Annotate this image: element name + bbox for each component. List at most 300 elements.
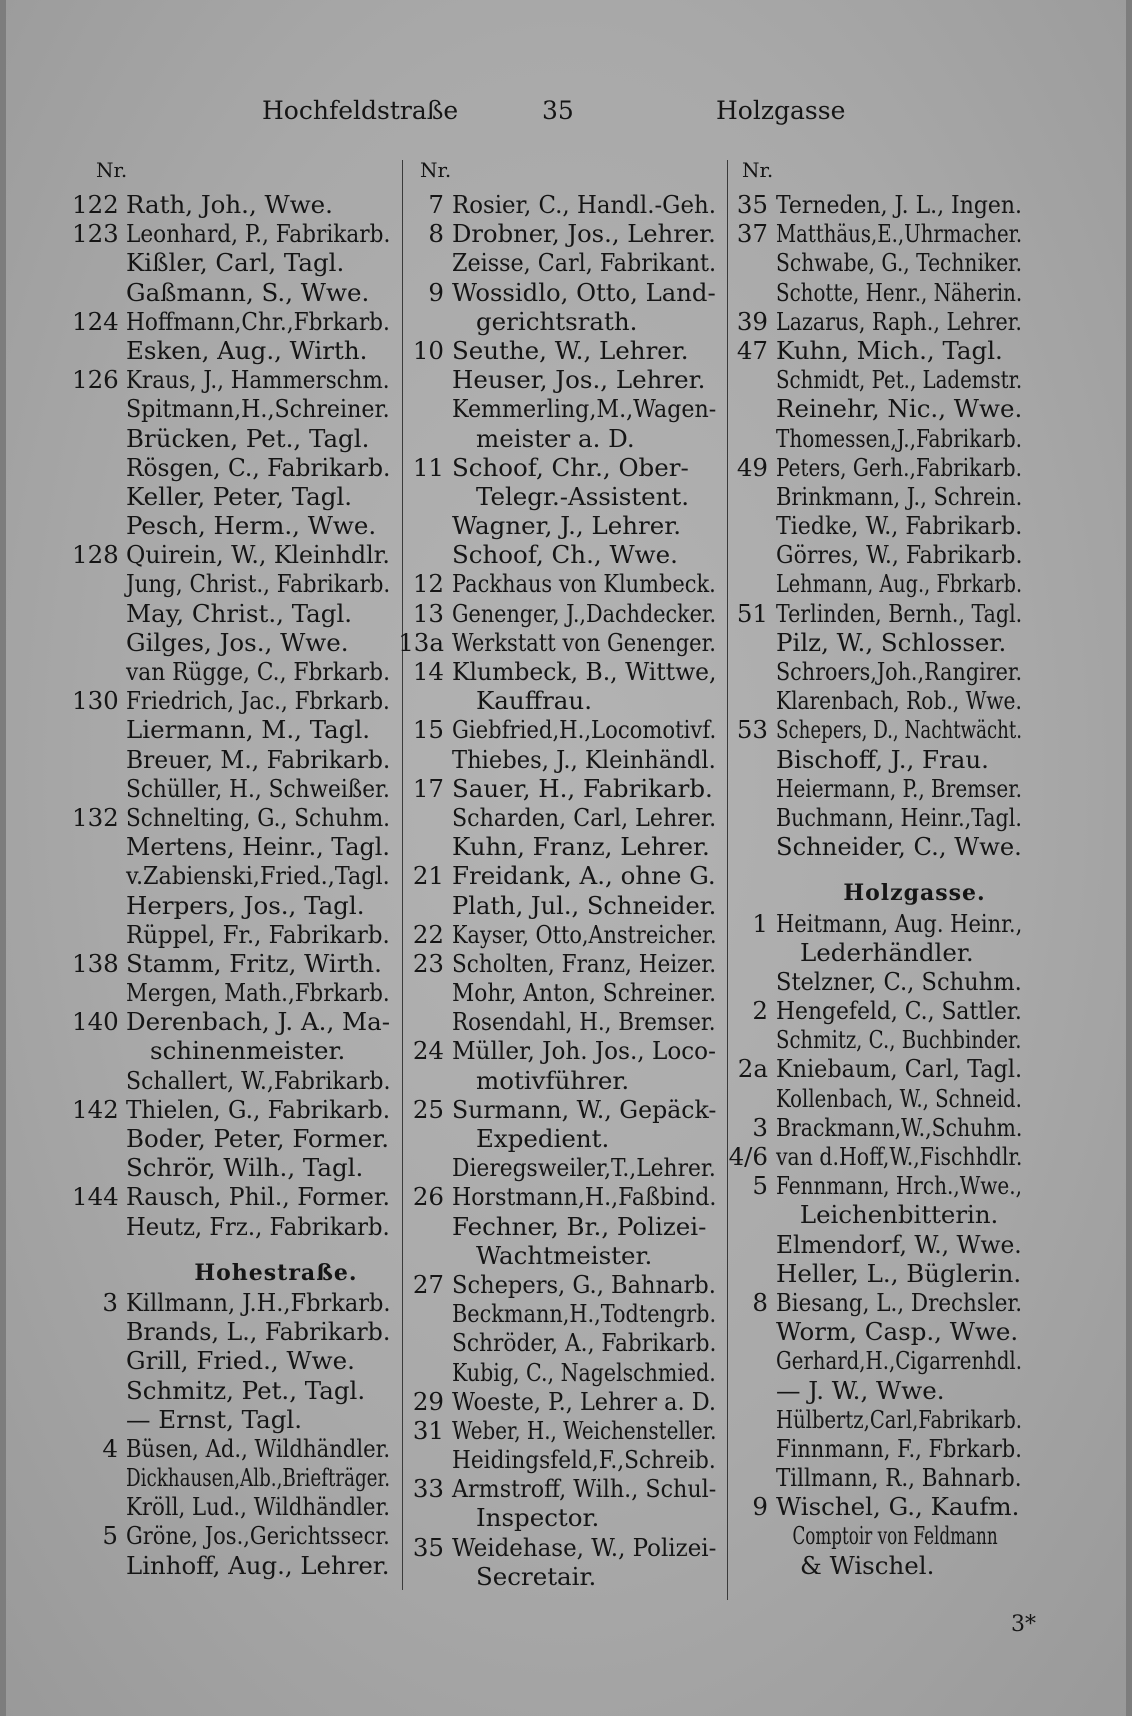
resident-entry: Schoof, Chr., Ober- <box>452 452 689 482</box>
house-number <box>722 278 776 307</box>
directory-entry <box>722 365 1107 394</box>
house-number <box>72 861 126 890</box>
directory-entry <box>722 745 1107 774</box>
directory-entry <box>722 657 1107 686</box>
resident-entry: Hülbertz,Carl,Fabrikarb. <box>776 1404 1023 1434</box>
directory-entry <box>722 599 1107 628</box>
directory-entry <box>722 996 1107 1025</box>
house-number <box>722 482 776 511</box>
house-number <box>398 1328 452 1357</box>
resident-entry: Matthäus,E.,Uhrmacher. <box>776 219 1023 249</box>
resident-entry: Gaßmann, S., Wwe. <box>126 277 370 307</box>
resident-entry: Heiermann, P., Bremser. <box>776 773 1023 803</box>
house-number <box>398 1066 452 1095</box>
house-number: 39 <box>736 306 768 336</box>
resident-entry: May, Christ., Tagl. <box>126 598 353 628</box>
resident-entry: Kauffrau. <box>476 686 592 716</box>
house-number: 8 <box>752 1287 768 1317</box>
resident-entry: Schrör, Wilh., Tagl. <box>126 1153 364 1183</box>
house-number: 13a <box>398 627 444 657</box>
house-number: 14 <box>412 657 444 686</box>
house-number: 12 <box>412 569 444 599</box>
resident-entry: van d.Hoff,W.,Fischhdlr. <box>776 1142 1023 1171</box>
resident-entry: Boder, Peter, Former. <box>126 1124 390 1153</box>
resident-entry: Inspector. <box>476 1503 600 1533</box>
resident-entry: Packhaus von Klumbeck. <box>452 569 716 599</box>
resident-entry: Thielen, G., Fabrikarb. <box>126 1094 391 1124</box>
page-number: 35 <box>542 96 574 125</box>
resident-entry: Mohr, Anton, Schreiner. <box>452 978 717 1008</box>
resident-entry: Linhoff, Aug., Lehrer. <box>126 1550 390 1580</box>
resident-entry: Müller, Joh. Jos., Loco- <box>452 1036 716 1066</box>
resident-entry: Expedient. <box>476 1124 610 1153</box>
directory-entry <box>722 1142 1107 1171</box>
resident-entry: Scholten, Franz, Heizer. <box>452 948 717 978</box>
resident-entry: Schmitz, Pet., Tagl. <box>126 1375 366 1405</box>
house-number <box>722 1521 776 1550</box>
resident-entry: Sauer, H., Fabrikarb. <box>452 773 713 803</box>
house-number <box>72 1376 126 1405</box>
house-number: 5 <box>102 1521 118 1551</box>
directory-entry <box>722 1346 1107 1375</box>
resident-entry: Hengefeld, C., Sattler. <box>776 996 1022 1026</box>
house-number <box>398 745 452 774</box>
resident-entry: Wischel, G., Kaufm. <box>776 1492 1020 1522</box>
resident-entry: Zeisse, Carl, Fabrikant. <box>452 248 717 278</box>
resident-entry: Buchmann, Heinr.,Tagl. <box>776 802 1022 832</box>
house-number: 7 <box>428 190 444 219</box>
resident-entry: Fechner, Br., Polizei- <box>452 1211 707 1241</box>
house-number <box>72 1346 126 1375</box>
house-number <box>72 511 126 540</box>
house-number: 144 <box>72 1182 119 1212</box>
resident-entry: Mergen, Math.,Fbrkarb. <box>126 978 390 1008</box>
resident-entry: Kayser, Otto,Anstreicher. <box>452 919 717 949</box>
resident-entry: Klarenbach, Rob., Wwe. <box>776 686 1022 716</box>
directory-entry <box>722 336 1107 365</box>
house-number <box>72 248 126 277</box>
house-number <box>722 1346 776 1375</box>
house-number <box>722 511 776 540</box>
directory-entry <box>722 1171 1107 1200</box>
directory-entry <box>722 1376 1107 1405</box>
house-number <box>722 1200 776 1229</box>
house-number <box>72 394 126 423</box>
resident-entry: Heuser, Jos., Lehrer. <box>452 365 706 395</box>
resident-entry: Heidingsfeld,F.,Schreib. <box>452 1445 716 1475</box>
house-number <box>722 1084 776 1113</box>
resident-entry: Stamm, Fritz, Wirth. <box>126 948 382 978</box>
house-number: 5 <box>752 1171 768 1201</box>
house-number <box>72 1066 126 1095</box>
resident-entry: Plath, Jul., Schneider. <box>452 890 717 920</box>
directory-entry <box>722 190 1107 219</box>
resident-entry: Schepers, G., Bahnarb. <box>452 1269 716 1299</box>
directory-entry <box>722 540 1107 569</box>
house-number: 31 <box>412 1415 444 1445</box>
directory-entry <box>722 394 1107 423</box>
directory-entry <box>722 482 1107 511</box>
house-number <box>398 803 452 832</box>
resident-entry: Telegr.-Assistent. <box>476 481 690 511</box>
resident-entry: Leonhard, P., Fabrikarb. <box>126 219 391 249</box>
house-number: 49 <box>736 452 768 482</box>
house-number <box>72 278 126 307</box>
house-number <box>722 424 776 453</box>
signature-mark: 3* <box>1011 1612 1036 1637</box>
resident-entry: Secretair. <box>476 1561 597 1591</box>
house-number <box>72 891 126 920</box>
resident-entry: Tiedke, W., Fabrikarb. <box>776 511 1023 541</box>
resident-entry: Peters, Gerh.,Fabrikarb. <box>776 452 1022 482</box>
resident-entry: Brinkmann, J., Schrein. <box>776 481 1023 511</box>
directory-entry <box>722 1054 1107 1083</box>
house-number <box>398 1153 452 1182</box>
directory-entry <box>722 1200 1107 1229</box>
directory-entry <box>722 307 1107 336</box>
resident-entry: Schoof, Ch., Wwe. <box>452 540 678 570</box>
resident-entry: Finnmann, F., Fbrkarb. <box>776 1433 1022 1463</box>
house-number: 10 <box>412 335 444 365</box>
house-number <box>398 832 452 861</box>
resident-entry: Keller, Peter, Tagl. <box>126 481 353 511</box>
house-number <box>72 1317 126 1346</box>
resident-entry: Schmidt, Pet., Lademstr. <box>776 365 1023 395</box>
resident-entry: Dieregsweiler,T.,Lehrer. <box>452 1153 716 1183</box>
directory-entry <box>722 1492 1107 1521</box>
resident-entry: Heitmann, Aug. Heinr., <box>776 908 1023 938</box>
resident-entry: Gröne, Jos.,Gerichtssecr. <box>126 1521 390 1551</box>
house-number <box>722 628 776 657</box>
resident-entry: Thomessen,J.,Fabrikarb. <box>776 423 1023 453</box>
resident-entry: Pesch, Herm., Wwe. <box>126 511 377 541</box>
house-number <box>72 745 126 774</box>
directory-entry <box>722 774 1107 803</box>
street-heading-text: Hohestraße. <box>194 1259 358 1286</box>
house-number <box>398 1358 452 1387</box>
resident-entry: Görres, W., Fabrikarb. <box>776 540 1023 570</box>
resident-entry: Büsen, Ad., Wildhändler. <box>126 1433 391 1463</box>
directory-entry <box>722 1434 1107 1463</box>
house-number: 2a <box>737 1054 768 1084</box>
house-number <box>72 920 126 949</box>
resident-entry: Kniebaum, Carl, Tagl. <box>776 1054 1023 1084</box>
house-number: 33 <box>412 1474 444 1504</box>
house-number: 3 <box>102 1287 118 1317</box>
directory-entry <box>722 1317 1107 1346</box>
resident-entry: Herpers, Jos., Tagl. <box>126 890 365 920</box>
house-number <box>72 657 126 686</box>
house-number <box>398 1503 452 1532</box>
resident-entry: Schwabe, G., Techniker. <box>776 248 1023 278</box>
house-number: 24 <box>412 1036 444 1066</box>
house-number <box>72 832 126 861</box>
house-number: 4/6 <box>728 1142 768 1171</box>
house-number: 130 <box>72 686 119 716</box>
house-number: 124 <box>72 306 119 336</box>
directory-entry <box>722 861 1107 879</box>
directory-entry <box>722 1405 1107 1434</box>
resident-entry: Grill, Fried., Wwe. <box>126 1346 355 1376</box>
house-number <box>72 1463 126 1492</box>
resident-entry: Quirein, W., Kleinhdlr. <box>126 540 390 570</box>
house-number <box>722 938 776 967</box>
house-number <box>722 657 776 686</box>
house-number: 9 <box>428 277 444 307</box>
house-number: 122 <box>72 190 119 219</box>
resident-entry: Schepers, D., Nachtwächt. <box>776 715 1022 745</box>
house-number <box>722 1259 776 1288</box>
resident-entry: Kemmerling,M.,Wagen- <box>452 394 717 424</box>
house-number: 1 <box>752 908 768 938</box>
resident-entry: Kollenbach, W., Schneid. <box>776 1083 1022 1113</box>
house-number <box>398 978 452 1007</box>
resident-entry: gerichtsrath. <box>476 306 638 336</box>
directory-entry <box>722 909 1107 938</box>
street-heading-text: Holzgasse. <box>843 880 986 907</box>
directory-entry <box>722 1521 1107 1550</box>
resident-entry: Armstroff, Wilh., Schul- <box>452 1474 717 1504</box>
house-number: 27 <box>412 1269 444 1299</box>
house-number <box>398 686 452 715</box>
house-number <box>398 511 452 540</box>
directory-entry <box>722 715 1107 744</box>
house-number <box>722 394 776 423</box>
house-number <box>72 1492 126 1521</box>
house-number: 132 <box>72 802 119 832</box>
resident-entry: Surmann, W., Gepäck- <box>452 1094 717 1124</box>
resident-entry: Weber, H., Weichensteller. <box>452 1415 717 1445</box>
resident-entry: Rosendahl, H., Bremser. <box>452 1007 716 1037</box>
house-number <box>722 365 776 394</box>
page-right-edge <box>1126 0 1132 1716</box>
resident-entry: & Wischel. <box>800 1550 935 1580</box>
house-number <box>722 832 776 861</box>
house-number <box>398 248 452 277</box>
house-number <box>722 774 776 803</box>
resident-entry: Schmitz, C., Buchbinder. <box>776 1025 1022 1055</box>
house-number <box>398 394 452 423</box>
house-number <box>722 1317 776 1346</box>
directory-entry <box>722 453 1107 482</box>
resident-entry: Fennmann, Hrch.,Wwe., <box>776 1171 1022 1201</box>
resident-entry: Mertens, Heinr., Tagl. <box>126 832 390 862</box>
resident-entry: Kißler, Carl, Tagl. <box>126 248 345 278</box>
house-number: 140 <box>72 1007 119 1037</box>
resident-entry: Brands, L., Fabrikarb. <box>126 1317 391 1347</box>
resident-entry: Reinehr, Nic., Wwe. <box>776 394 1023 424</box>
resident-entry: Giebfried,H.,Locomotivf. <box>452 715 717 745</box>
resident-entry: v.Zabienski,Fried.,Tagl. <box>126 861 390 891</box>
house-number <box>398 1299 452 1328</box>
house-number <box>722 1230 776 1259</box>
house-number <box>72 336 126 365</box>
resident-entry: Comptoir von Feldmann <box>792 1521 998 1551</box>
resident-entry: Scharden, Carl, Lehrer. <box>452 802 717 832</box>
resident-entry: Kuhn, Franz, Lehrer. <box>452 832 710 862</box>
directory-entry <box>722 1551 1107 1580</box>
house-number: 123 <box>72 219 119 249</box>
resident-entry: Breuer, M., Fabrikarb. <box>126 744 391 774</box>
resident-entry: Drobner, Jos., Lehrer. <box>452 219 716 249</box>
resident-entry: Wagner, J., Lehrer. <box>452 511 682 541</box>
resident-entry: Freidank, A., ohne G. <box>452 861 716 891</box>
house-number: 51 <box>736 598 768 628</box>
house-number <box>398 307 452 336</box>
house-number <box>722 1405 776 1434</box>
house-number <box>722 1025 776 1054</box>
house-number: 126 <box>72 365 119 395</box>
house-number <box>72 715 126 744</box>
resident-entry: Kubig, C., Nagelschmied. <box>452 1357 716 1387</box>
resident-entry: Stelzner, C., Schuhm. <box>776 966 1022 996</box>
resident-entry: schinenmeister. <box>150 1036 346 1066</box>
house-number <box>72 1405 126 1434</box>
house-number <box>722 569 776 598</box>
house-number <box>398 1007 452 1036</box>
resident-entry: — J. W., Wwe. <box>776 1375 945 1405</box>
resident-entry: Rausch, Phil., Former. <box>126 1182 391 1212</box>
house-number <box>398 1562 452 1591</box>
directory-entry <box>722 628 1107 657</box>
resident-entry: Friedrich, Jac., Fbrkarb. <box>126 686 390 716</box>
resident-entry: Rosier, C., Handl.-Geh. <box>452 190 716 219</box>
house-number <box>722 1551 776 1580</box>
house-number <box>398 365 452 394</box>
resident-entry: Schotte, Henr., Näherin. <box>776 277 1023 307</box>
house-number: 13 <box>412 598 444 628</box>
directory-entry <box>722 1084 1107 1113</box>
street-heading <box>722 879 1107 908</box>
resident-entry: Brackmann,W.,Schuhm. <box>776 1112 1023 1142</box>
nr-label-col3: Nr. <box>742 158 774 182</box>
house-number <box>72 1124 126 1153</box>
house-number <box>398 424 452 453</box>
resident-entry: Rösgen, C., Fabrikarb. <box>126 452 391 482</box>
resident-entry: Gilges, Jos., Wwe. <box>126 627 349 657</box>
house-number <box>72 453 126 482</box>
directory-entry <box>722 832 1107 861</box>
house-number: 11 <box>412 452 444 482</box>
house-number <box>72 1551 126 1580</box>
resident-entry: Kuhn, Mich., Tagl. <box>776 335 1003 365</box>
resident-entry: Jung, Christ., Fabrikarb. <box>126 569 391 599</box>
house-number <box>72 1036 126 1065</box>
resident-entry: Worm, Casp., Wwe. <box>776 1317 1019 1347</box>
resident-entry: Klumbeck, B., Wittwe, <box>452 657 717 686</box>
house-number: 25 <box>412 1094 444 1124</box>
resident-entry: Thiebes, J., Kleinhändl. <box>452 744 716 774</box>
nr-label-col2: Nr. <box>420 158 452 182</box>
house-number <box>398 1241 452 1270</box>
house-number: 128 <box>72 540 119 570</box>
resident-entry: Gerhard,H.,Cigarrenhdl. <box>776 1346 1022 1376</box>
resident-entry: Beckmann,H.,Todtengrb. <box>452 1299 717 1329</box>
house-number <box>722 1463 776 1492</box>
resident-entry: meister a. D. <box>476 423 635 453</box>
house-number: 4 <box>102 1433 118 1463</box>
resident-entry: Lederhändler. <box>800 937 974 967</box>
house-number <box>398 540 452 569</box>
resident-entry: Dickhausen,Alb.,Briefträger. <box>126 1463 391 1493</box>
resident-entry: Wachtmeister. <box>476 1240 653 1270</box>
resident-entry: Esken, Aug., Wirth. <box>126 335 368 365</box>
directory-entry <box>722 1288 1107 1317</box>
resident-entry: Schneider, C., Wwe. <box>776 832 1022 862</box>
house-number <box>722 803 776 832</box>
house-number: 37 <box>736 219 768 249</box>
house-number: 23 <box>412 948 444 978</box>
column-3 <box>722 190 1107 1580</box>
header-left: Hochfeldstraße <box>262 96 459 125</box>
house-number <box>398 891 452 920</box>
resident-entry: Schröder, A., Fabrikarb. <box>452 1328 717 1358</box>
resident-entry: van Rügge, C., Fbrkarb. <box>126 657 390 686</box>
house-number: 9 <box>752 1492 768 1522</box>
house-number: 35 <box>412 1532 444 1562</box>
resident-entry: Hoffmann,Chr.,Fbrkarb. <box>126 306 390 336</box>
house-number <box>72 774 126 803</box>
directory-entry <box>722 278 1107 307</box>
header-right: Holzgasse <box>716 96 846 125</box>
house-number <box>722 1376 776 1405</box>
resident-entry: Kröll, Lud., Wildhändler. <box>126 1492 391 1522</box>
resident-entry: Heutz, Frz., Fabrikarb. <box>126 1211 390 1241</box>
resident-entry: Schroers,Joh.,Rangirer. <box>776 657 1023 686</box>
house-number: 142 <box>72 1094 119 1124</box>
resident-entry: Biesang, L., Drechsler. <box>776 1287 1023 1317</box>
house-number: 47 <box>736 335 768 365</box>
resident-entry: — Ernst, Tagl. <box>126 1404 303 1434</box>
page-left-edge <box>0 0 6 1716</box>
resident-entry: Heller, L., Büglerin. <box>776 1258 1022 1288</box>
house-number <box>398 482 452 511</box>
resident-entry: Elmendorf, W., Wwe. <box>776 1229 1022 1259</box>
house-number <box>722 967 776 996</box>
resident-entry: Schallert, W.,Fabrikarb. <box>126 1065 391 1095</box>
house-number: 8 <box>428 219 444 249</box>
house-number <box>72 978 126 1007</box>
house-number: 15 <box>412 715 444 745</box>
resident-entry: Woeste, P., Lehrer a. D. <box>452 1386 716 1416</box>
directory-entry <box>722 938 1107 967</box>
directory-entry <box>722 569 1107 598</box>
house-number <box>398 1124 452 1153</box>
house-number <box>722 540 776 569</box>
house-number: 53 <box>736 715 768 745</box>
house-number <box>722 248 776 277</box>
resident-entry: Genenger, J.,Dachdecker. <box>452 598 717 628</box>
resident-entry: Spitmann,H.,Schreiner. <box>126 394 390 424</box>
house-number <box>72 569 126 598</box>
resident-entry: Brücken, Pet., Tagl. <box>126 423 370 453</box>
resident-entry: Liermann, M., Tagl. <box>126 715 371 745</box>
resident-entry: Terneden, J. L., Ingen. <box>776 190 1022 219</box>
resident-entry: Terlinden, Bernh., Tagl. <box>776 598 1023 628</box>
house-number: 26 <box>412 1182 444 1212</box>
resident-entry: Rath, Joh., Wwe. <box>126 190 333 219</box>
directory-entry <box>722 967 1107 996</box>
resident-entry: Pilz, W., Schlosser. <box>776 627 1007 657</box>
directory-entry <box>722 1259 1107 1288</box>
directory-entry <box>722 686 1107 715</box>
directory-entry <box>722 1113 1107 1142</box>
resident-entry: Lehmann, Aug., Fbrkarb. <box>776 569 1023 599</box>
resident-entry: Tillmann, R., Bahnarb. <box>776 1463 1022 1493</box>
house-number <box>722 1434 776 1463</box>
house-number: 17 <box>412 773 444 803</box>
house-number <box>72 1212 126 1241</box>
